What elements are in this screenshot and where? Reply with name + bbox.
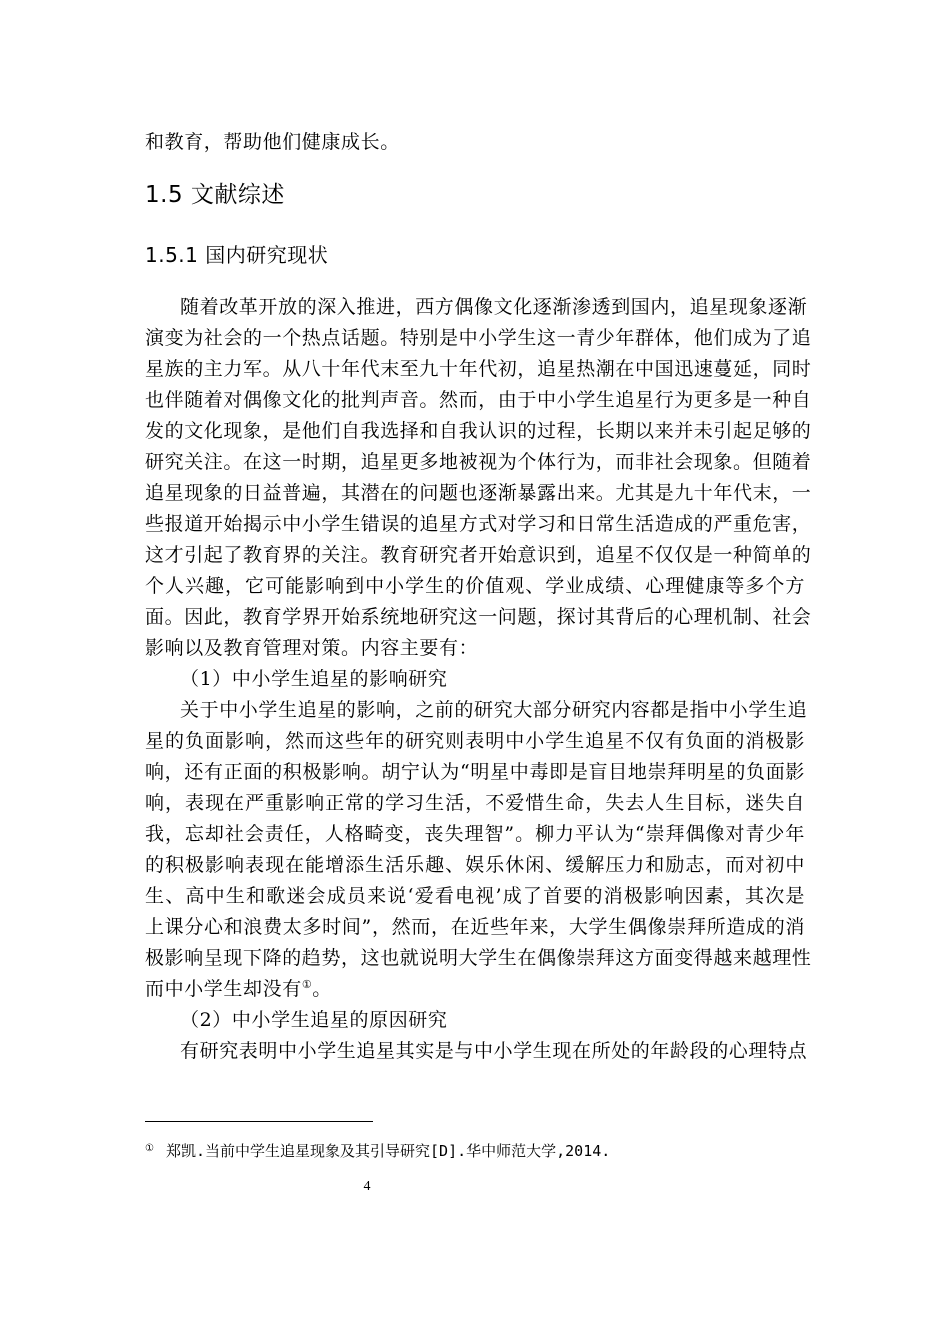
subsection-heading: 1.5.1 国内研究现状 — [145, 243, 329, 267]
paragraph-line-text: 而中小学生却没有 — [145, 978, 302, 1000]
paragraph-continuation: 和教育，帮助他们健康成长。 — [145, 131, 400, 153]
paragraph-line: 演变为社会的一个热点话题。特别是中小学生这一青少年群体，他们成为了追 — [145, 327, 812, 349]
paragraph-line: 响，还有正面的积极影响。胡宁认为“明星中毒即是盲目地崇拜明星的负面影 — [145, 761, 805, 783]
paragraph-line: 个人兴趣，它可能影响到中小学生的价值观、学业成绩、心理健康等多个方 — [145, 575, 805, 597]
page-number: 4 — [363, 1179, 371, 1194]
paragraph-line: 追星现象的日益普遍，其潜在的问题也逐渐暴露出来。尤其是九十年代末，一 — [145, 482, 812, 504]
paragraph-line: 极影响呈现下降的趋势，这也就说明大学生在偶像崇拜这方面变得越来越理性 — [145, 947, 812, 969]
paragraph-line: 响，表现在严重影响正常的学习生活，不爱惜生命，失去人生目标，迷失自 — [145, 792, 805, 814]
footnote-divider — [145, 1121, 373, 1122]
paragraph-line — [145, 974, 805, 1004]
section-heading: 1.5 文献综述 — [145, 182, 285, 208]
list-item-heading: （2）中小学生追星的原因研究 — [180, 1009, 448, 1031]
paragraph-line: 影响以及教育管理对策。内容主要有： — [145, 637, 479, 659]
paragraph-line: 星族的主力军。从八十年代末至九十年代初，追星热潮在中国迅速蔓延，同时 — [145, 358, 812, 380]
paragraph-line: 发的文化现象，是他们自我选择和自我认识的过程，长期以来并未引起足够的 — [145, 420, 812, 442]
paragraph-line: 研究关注。在这一时期，追星更多地被视为个体行为，而非社会现象。但随着 — [145, 451, 812, 473]
paragraph-line: 有研究表明中小学生追星其实是与中小学生现在所处的年龄段的心理特点 — [180, 1040, 808, 1062]
footnote-text: 郑凯.当前中学生追星现象及其引导研究[D].华中师范大学,2014. — [165, 1142, 611, 1160]
footnote-reference[interactable]: ① — [301, 978, 313, 991]
footnote-mark: ① — [145, 1143, 154, 1154]
paragraph-line: 些报道开始揭示中小学生错误的追星方式对学习和日常生活造成的严重危害， — [145, 513, 812, 535]
paragraph-line: 我，忘却社会责任，人格畸变，丧失理智”。柳力平认为“崇拜偶像对青少年 — [145, 823, 805, 845]
paragraph-line: 星的负面影响，然而这些年的研究则表明中小学生追星不仅有负面的消极影 — [145, 730, 805, 752]
paragraph-line: 的积极影响表现在能增添生活乐趣、娱乐休闲、缓解压力和励志，而对初中 — [145, 854, 805, 876]
paragraph-line: 生、高中生和歌迷会成员来说‘爱看电视’成了首要的消极影响因素，其次是 — [145, 885, 805, 907]
paragraph-line: 这才引起了教育界的关注。教育研究者开始意识到，追星不仅仅是一种简单的 — [145, 544, 812, 566]
paragraph-line: 随着改革开放的深入推进，西方偶像文化逐渐渗透到国内，追星现象逐渐 — [180, 296, 808, 318]
paragraph-line: 上课分心和浪费太多时间”，然而，在近些年来，大学生偶像崇拜所造成的消 — [145, 916, 805, 938]
list-item-heading: （1）中小学生追星的影响研究 — [180, 668, 448, 690]
paragraph-line: 面。因此，教育学界开始系统地研究这一问题，探讨其背后的心理机制、社会 — [145, 606, 812, 628]
footnote — [145, 1137, 610, 1163]
paragraph-line-text: 。 — [312, 978, 332, 1000]
paragraph-line: 也伴随着对偶像文化的批判声音。然而，由于中小学生追星行为更多是一种自 — [145, 389, 812, 411]
paragraph-line: 关于中小学生追星的影响，之前的研究大部分研究内容都是指中小学生追 — [180, 699, 808, 721]
